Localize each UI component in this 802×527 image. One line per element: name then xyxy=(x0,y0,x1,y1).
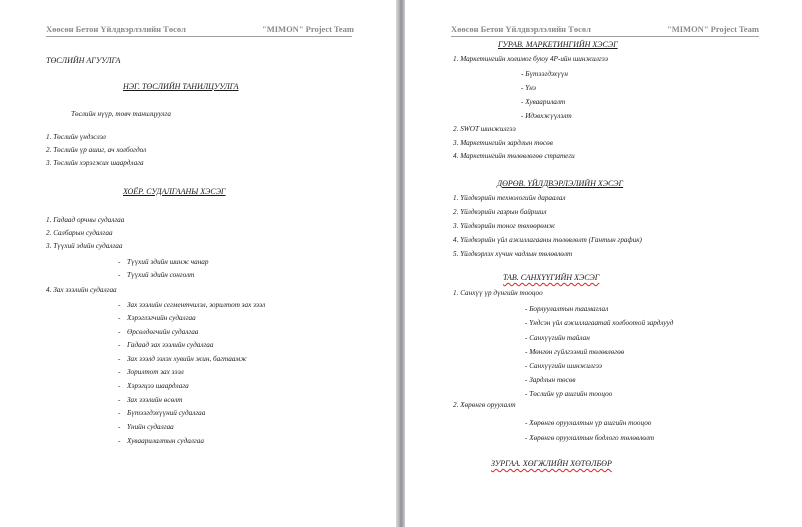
dash-icon: - xyxy=(118,258,121,266)
sub-item: Өрсөлдөгчийн судалгаа xyxy=(127,328,199,336)
dash-icon: - xyxy=(118,301,121,309)
sub-item: - Төслийн үр ашгийн тооцоо xyxy=(525,390,613,398)
sub-item: - Хуваарилалт xyxy=(521,98,566,106)
document-page-left xyxy=(0,0,396,527)
dash-icon: - xyxy=(118,437,121,445)
sub-item: - Идэвхжүүлэлт xyxy=(521,112,572,120)
header-rule xyxy=(451,36,759,37)
sub-item: Хэрэглэгчийн судалгаа xyxy=(127,314,196,322)
sub-item: Үнийн судалгаа xyxy=(127,423,174,431)
header-rule xyxy=(46,36,352,37)
development-heading: ЗУРГАА. ХӨГЖЛИЙН ХӨТӨЛБӨР xyxy=(491,459,612,468)
sub-item: - Үнэ xyxy=(521,84,536,92)
dash-icon: - xyxy=(118,355,121,363)
document-page-right xyxy=(405,0,802,527)
list-item: 4. Зах зээлийн судалгаа xyxy=(46,286,117,294)
list-item: 1. Үйлдвэрийн технологийн дараалал xyxy=(453,194,566,202)
finance-heading: ТАВ. САНХҮҮГИЙН ХЭСЭГ xyxy=(503,273,600,282)
dash-icon: - xyxy=(118,328,121,336)
sub-item: Хэрэгцээ шаардлага xyxy=(127,382,189,390)
production-heading: ДӨРӨВ. ҮЙЛДВЭРЛЭЛИЙН ХЭСЭГ xyxy=(497,179,624,188)
sub-item: - Санхүүгийн шинжилгээ xyxy=(525,362,603,370)
list-item: 1. Гадаад орчны судалгаа xyxy=(46,216,125,224)
sub-item: Түүхий эдийн сонголт xyxy=(127,271,195,279)
dash-icon: - xyxy=(118,271,121,279)
dash-icon: - xyxy=(118,409,121,417)
sub-item: Бүтээгдэхүүний судалгаа xyxy=(127,409,206,417)
list-item: 5. Үйлдвэрлэх хүчин чадлын төлөвлөлт xyxy=(453,250,573,258)
sub-item: Түүхий эдийн шинж чанар xyxy=(127,258,209,266)
list-item: 1. Төслийн үндэслэл xyxy=(46,133,106,141)
sub-item: - Мөнгөн гүйлгээний төлөвлөгөө xyxy=(525,348,625,356)
sub-item: Хуваарилалтын судалгаа xyxy=(127,437,204,445)
cover-line: Төслийн нүүр, товч танилцуулга xyxy=(71,110,171,118)
list-item: 3. Төслийн хэрэгжих шаардлага xyxy=(46,159,144,167)
sub-item: - Үндсэн үйл ажиллагаатай холбоотой зардлууд xyxy=(525,319,674,327)
sub-item: - Хөрөнгө оруулалтын бодлого төлөвлөлт xyxy=(525,434,655,442)
header-team: "MIMON" Project Team xyxy=(667,24,759,34)
dash-icon: - xyxy=(118,382,121,390)
list-item: 1. Маркетингийн холимог буюу 4P-ийн шинжилгээ xyxy=(453,55,609,63)
page-gutter xyxy=(396,0,405,527)
sub-item: - Борлуулалтын таамаглал xyxy=(525,305,609,313)
list-item: 2. Салбарын судалгаа xyxy=(46,229,113,237)
dash-icon: - xyxy=(118,423,121,431)
sub-item: Гадаад зах зээлийн судалгаа xyxy=(127,341,214,349)
header-title: Хөөсөн Бетон Үйлдвэрлэлийн Төсөл xyxy=(451,24,591,34)
list-item: 4. Үйлдвэрийн үйл ажиллагааны төлөвлөлт (Гантын график) xyxy=(453,236,642,244)
dash-icon: - xyxy=(118,341,121,349)
sub-item: - Зардлын төсөв xyxy=(525,376,576,384)
list-item: 2. Үйлдвэрийн газрын байршил xyxy=(453,208,547,216)
contents-title: ТӨСЛИЙН АГУУЛГА xyxy=(46,56,121,65)
dash-icon: - xyxy=(118,368,121,376)
list-item: 3. Маркетингийн зардлын төсөв xyxy=(453,139,553,147)
marketing-heading: ГУРАВ. МАРКЕТИНГИЙН ХЭСЭГ xyxy=(498,40,618,49)
sub-item: Зорилтот зах зээл xyxy=(127,368,184,376)
sub-item: Зах зээлийн өсөлт xyxy=(127,396,183,404)
list-item: 3. Түүхий эдийн судалгаа xyxy=(46,242,123,250)
header-title: Хөөсөн Бетон Үйлдвэрлэлийн Төсөл xyxy=(46,24,186,34)
list-item: 1. Санхүү үр дүнгийн тооцоо xyxy=(453,289,543,297)
dash-icon: - xyxy=(118,314,121,322)
sub-item: - Хөрөнгө оруулалтын үр ашгийн тооцоо xyxy=(525,419,652,427)
research-heading: ХОЁР. СУДАЛГААНЫ ХЭСЭГ xyxy=(123,187,226,196)
sub-item: - Санхүүгийн тайлан xyxy=(525,334,590,342)
list-item: 2. Төслийн үр ашиг, ач холбогдол xyxy=(46,146,147,154)
list-item: 3. Үйлдвэрийн тоног төхөөрөмж xyxy=(453,222,556,230)
sub-item: Зах зээлд эзлэх хувийн жин, багтаамж xyxy=(127,355,247,363)
sub-item: - Бүтээгдэхүүн xyxy=(521,70,568,78)
header-team: "MIMON" Project Team xyxy=(262,24,354,34)
list-item: 2. SWOT шинжилгээ xyxy=(453,125,516,133)
sub-item: Зах зээлийн сегментчилэл, зорилтот зах зээл xyxy=(127,301,266,309)
list-item: 2. Хөрөнгө оруулалт xyxy=(453,401,516,409)
list-item: 4. Маркетингийн төлөвлөгөө стратеги xyxy=(453,152,575,160)
intro-heading: НЭГ. ТӨСЛИЙН ТАНИЛЦУУЛГА xyxy=(123,82,239,91)
dash-icon: - xyxy=(118,396,121,404)
